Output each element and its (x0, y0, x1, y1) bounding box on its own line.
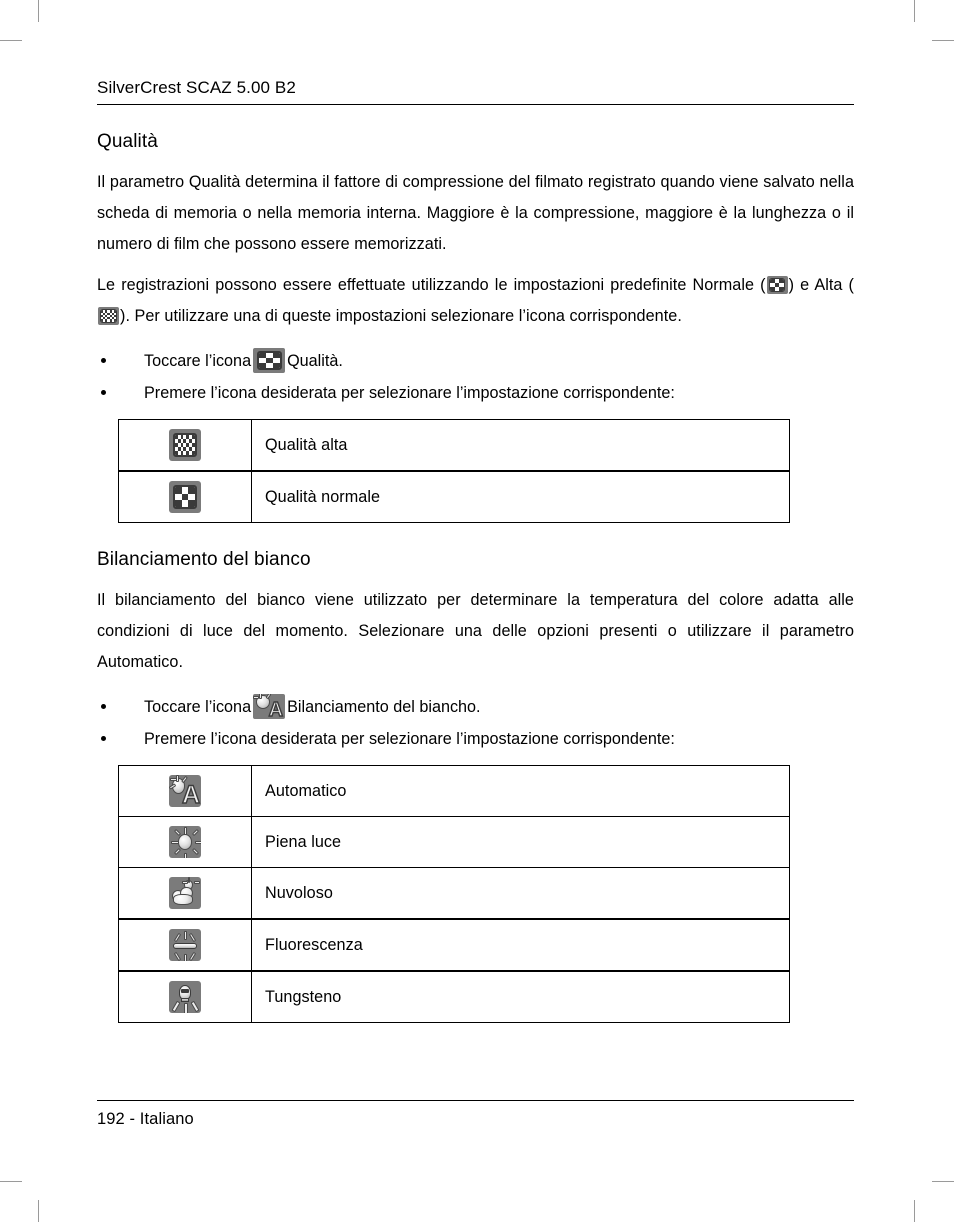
table-cell-label: Nuvoloso (252, 868, 790, 920)
bullet-text: Premere l’icona desiderata per selezionare l’impostazione corrispondente: (144, 730, 675, 748)
table-row (119, 817, 790, 868)
table-cell-icon (119, 471, 252, 523)
section-heading-white-balance: Bilanciamento del bianco (97, 549, 311, 570)
table-cell-label: Qualità normale (252, 471, 790, 523)
page-content (97, 78, 854, 1023)
page-title: Qualità (97, 131, 158, 152)
page-number-label: 192 - Italiano (97, 1110, 194, 1128)
quality-high-icon (98, 307, 119, 325)
table-row (119, 420, 790, 472)
quality-normal-icon (169, 481, 201, 513)
white-balance-menu-icon: A (253, 694, 285, 719)
table-row (119, 971, 790, 1023)
daylight-icon (169, 826, 201, 858)
bullet-text-after-icon: Qualità. (287, 352, 343, 370)
quality-bullet-list (97, 346, 854, 409)
list-item (97, 724, 854, 755)
list-item (97, 692, 854, 723)
white-balance-settings-table (118, 765, 790, 1023)
table-cell-icon (119, 971, 252, 1023)
fluorescent-icon (169, 929, 201, 961)
crop-mark-right-top (932, 40, 954, 41)
paragraph-white-balance-intro: Il bilanciamento del bianco viene utilizzato per determinare la temperatura del colore adatta alle condizioni di luce del momento. Selezionare una delle opzioni presenti o utilizzare il parametro Automatico. (97, 591, 854, 671)
quality-settings-table (118, 419, 790, 523)
bullet-text-after-icon: Bilanciamento del biancho. (287, 698, 481, 716)
table-row (119, 766, 790, 817)
paragraph-quality-presets (97, 270, 854, 332)
white-balance-auto-icon: A (169, 775, 201, 807)
list-item (97, 378, 854, 409)
crop-mark-right-bottom (932, 1181, 954, 1182)
crop-mark-bottom-left (38, 1200, 39, 1222)
crop-mark-bottom-right (914, 1200, 915, 1222)
table-cell-icon (119, 420, 252, 472)
crop-mark-left-bottom (0, 1181, 22, 1182)
table-cell-label: Piena luce (252, 817, 790, 868)
crop-mark-left-top (0, 40, 22, 41)
bullet-text-before-icon: Toccare l’icona (144, 352, 252, 370)
bullet-dot-icon (101, 358, 106, 363)
table-cell-label: Qualità alta (252, 420, 790, 472)
running-header: SilverCrest SCAZ 5.00 B2 (97, 78, 296, 97)
bullet-dot-icon (101, 390, 106, 395)
table-row (119, 919, 790, 971)
table-cell-label: Automatico (252, 766, 790, 817)
page-footer (97, 1100, 854, 1129)
table-cell-icon (119, 919, 252, 971)
crop-mark-top-right (914, 0, 915, 22)
table-row (119, 471, 790, 523)
table-cell-icon (119, 766, 252, 817)
bullet-dot-icon (101, 736, 106, 741)
bullet-dot-icon (101, 704, 106, 709)
quality-menu-icon (253, 348, 285, 373)
table-cell-icon (119, 817, 252, 868)
cloudy-icon (169, 877, 201, 909)
crop-mark-top-left (38, 0, 39, 22)
paragraph-part-after-icons: ). Per utilizzare una di queste impostazioni selezionare l’icona corrispondente. (120, 307, 682, 325)
paragraph-part-between-icons: ) e Alta ( (788, 276, 854, 294)
table-row (119, 868, 790, 920)
bullet-text: Premere l’icona desiderata per selezionare l’impostazione corrispondente: (144, 384, 675, 402)
header-rule (97, 104, 854, 105)
quality-normal-icon (767, 276, 788, 294)
table-cell-icon (119, 868, 252, 920)
quality-high-icon (169, 429, 201, 461)
table-cell-label: Tungsteno (252, 971, 790, 1023)
tungsten-icon (169, 981, 201, 1013)
paragraph-quality-intro: Il parametro Qualità determina il fattore di compressione del filmato registrato quando viene salvato nella scheda di memoria o nella memoria interna. Maggiore è la compressione, maggiore è la lunghezza o il numero di film che possono essere memorizzati. (97, 173, 854, 253)
paragraph-part-before-icons: Le registrazioni possono essere effettuate utilizzando le impostazioni predefinite Normale ( (97, 276, 766, 294)
white-balance-bullet-list (97, 692, 854, 755)
list-item (97, 346, 854, 377)
bullet-text-before-icon: Toccare l’icona (144, 698, 252, 716)
table-cell-label: Fluorescenza (252, 919, 790, 971)
